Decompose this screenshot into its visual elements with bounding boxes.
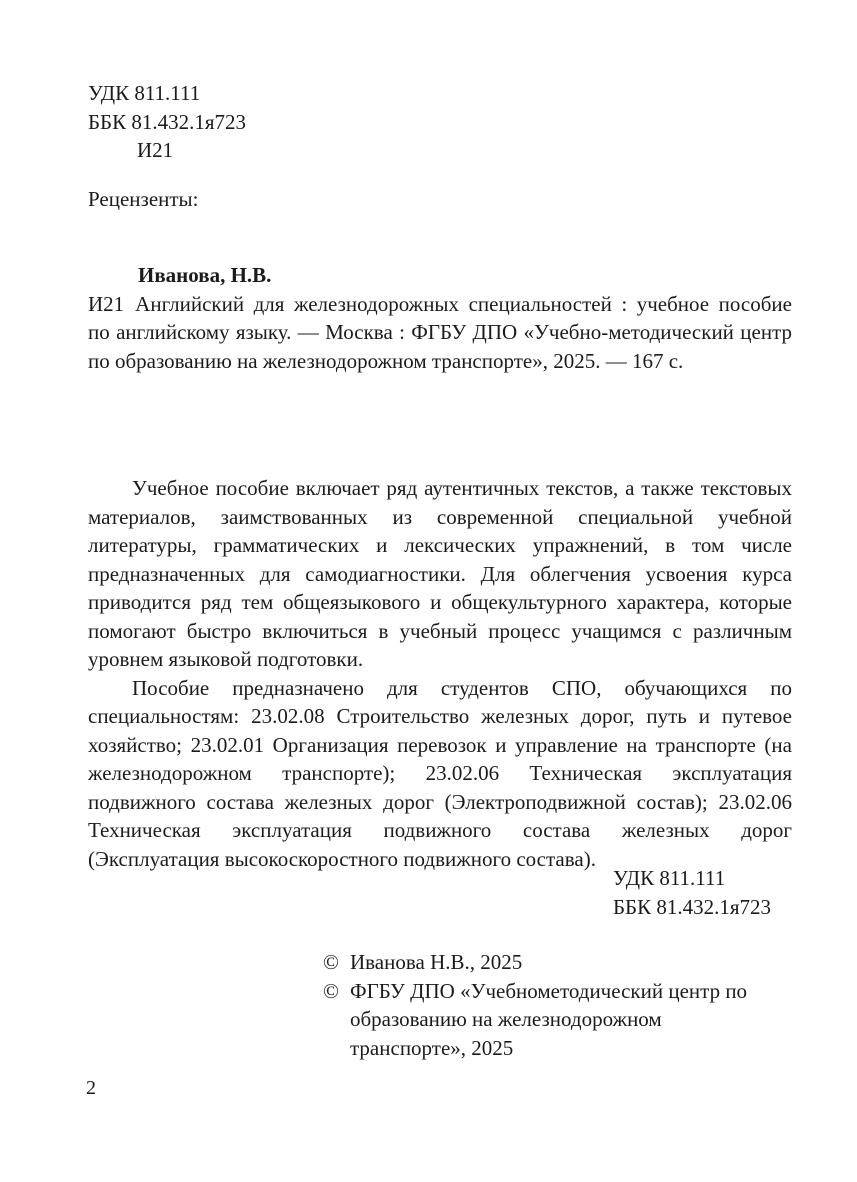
catalog-author-sign: И21	[88, 291, 125, 316]
annotation-block	[88, 474, 792, 873]
top-classification-block	[88, 79, 246, 165]
copyright-sign-icon: ©	[323, 950, 339, 974]
catalog-description	[88, 290, 792, 376]
annotation-paragraph-2: Пособие предназначено для студентов СПО, обучающихся по специальностям: 23.02.08 Строительство железных дорог, путь и путевое хозяйство; 23.02.01 Организация перевозок и управление на транспорте (на железнодорожном транспорте); 23.02.06 Техническая эксплуатация подвижного состава железных дорог (Электроподвижной состав); 23.02.06 Техническая эксплуатация подвижного состава железных дорог (Эксплуатация высокоскоростного подвижного состава).	[88, 675, 792, 871]
author-sign-code: И21	[137, 138, 174, 162]
udc-code: УДК 811.111	[88, 81, 201, 105]
reviewers-label: Рецензенты:	[88, 187, 199, 211]
copyright-publisher-text: ФГБУ ДПО «Учебнометодический центр по образованию на железнодорожном транспорте», 2025	[350, 978, 748, 1060]
copyright-author-text: Иванова Н.В., 2025	[350, 950, 523, 974]
catalog-description-text: Английский для железнодорожных специальностей : учебное пособие по английскому языку. — Москва : ФГБУ ДПО «Учебно-методический центр по образованию на железнодорожном транспорте», 2025. — 167 с.	[88, 291, 792, 373]
catalog-author-name: Иванова, Н.В.	[138, 263, 272, 287]
page-number: 2	[86, 1077, 96, 1099]
copyright-item-publisher	[323, 977, 770, 1063]
bbk-code: ББК 81.432.1я723	[88, 109, 247, 134]
copyright-item-author	[323, 948, 770, 977]
bottom-classification-block	[613, 864, 771, 921]
copyright-sign-icon: ©	[323, 978, 339, 1003]
annotation-paragraph-1: Учебное пособие включает ряд аутентичных текстов, а также текстовых материалов, заимствованных из современной специальной учебной литературы, грамматических и лексических упражнений, в том числе предназначенных для самодиагностики. Для облегчения усвоения курса приводится ряд тем общеязыкового и общекультурного характера, которые помогают быстро включиться в учебный процесс учащимся с различным уровнем языковой подготовки.	[88, 476, 792, 671]
copyright-block	[323, 948, 770, 1062]
udc-code-bottom: УДК 811.111	[613, 866, 726, 890]
bbk-code-bottom: ББК 81.432.1я723	[613, 894, 772, 919]
catalog-entry	[88, 261, 792, 375]
